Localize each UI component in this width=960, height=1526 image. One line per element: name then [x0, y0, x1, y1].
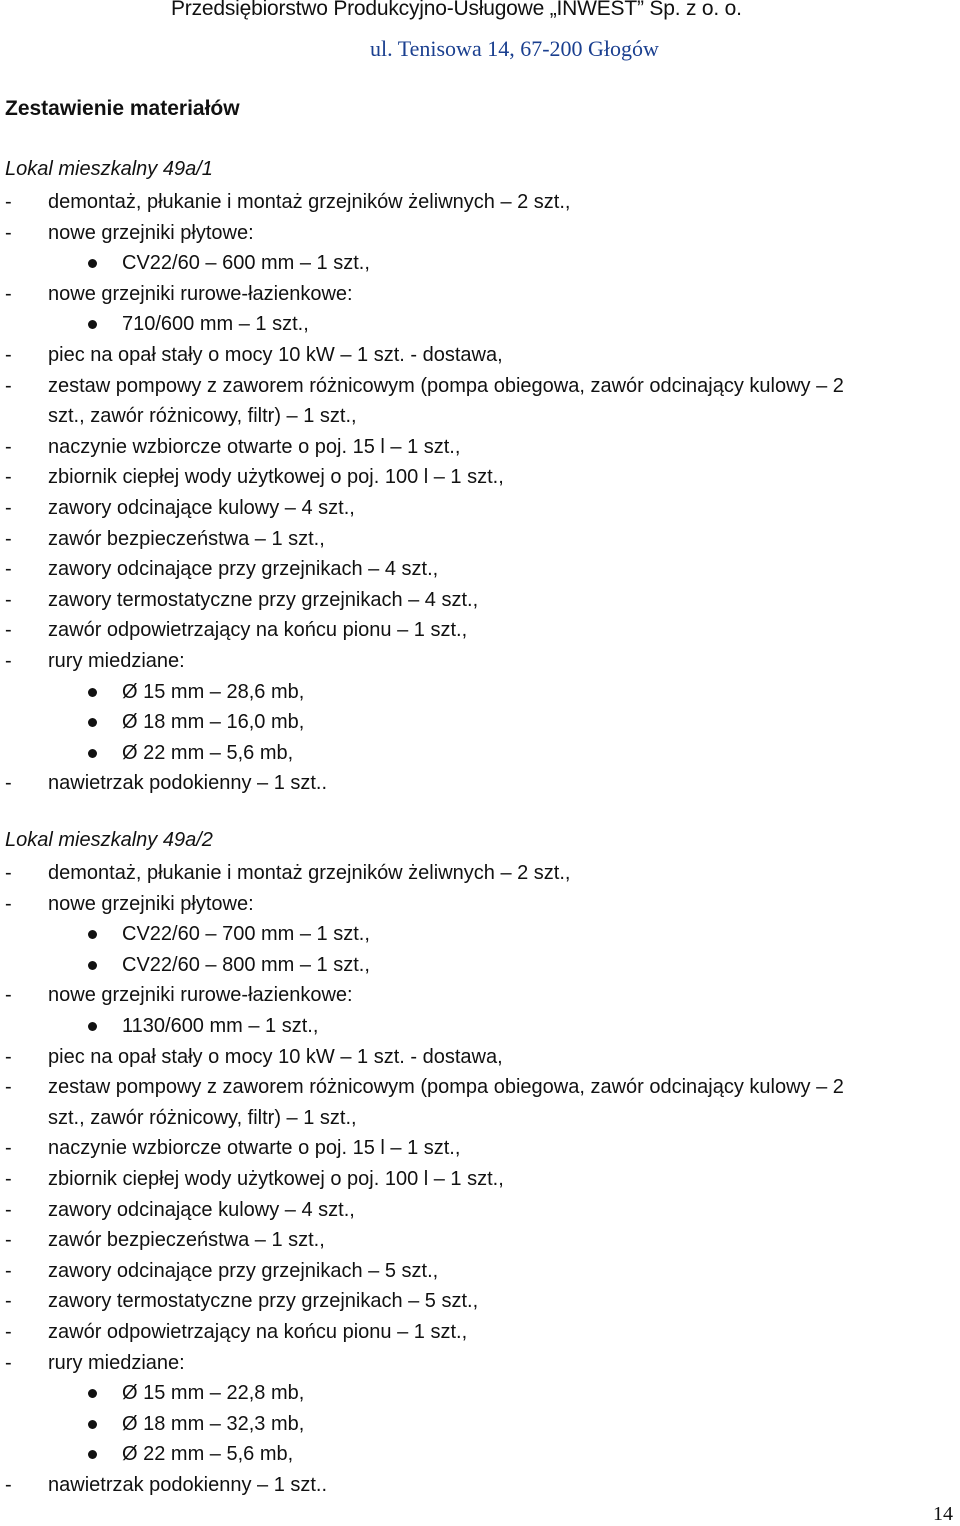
bullet-icon [88, 749, 97, 758]
list-item [0, 588, 960, 618]
dash-marker: - [5, 772, 12, 795]
list-item [0, 435, 960, 465]
dash-marker: - [5, 1259, 12, 1282]
dash-marker: - [5, 374, 12, 397]
dash-marker: - [5, 1076, 12, 1099]
bullet-icon [88, 961, 97, 970]
list-item-text: zawory odcinające przy grzejnikach – 5 szt., [48, 1259, 439, 1282]
list-item [0, 1167, 960, 1197]
list-item-text: demontaż, płukanie i montaż grzejników żeliwnych – 2 szt., [48, 862, 571, 884]
dash-marker: - [5, 191, 12, 213]
list-item [0, 1106, 960, 1136]
list-item [0, 892, 960, 922]
dash-marker: - [5, 1474, 12, 1496]
list-item-text: zbiornik ciepłej wody użytkowej o poj. 100 l – 1 szt., [48, 466, 504, 489]
list-item [0, 1289, 960, 1319]
list-item [0, 618, 960, 648]
list-item-text: nawietrzak podokienny – 1 szt.. [48, 1474, 328, 1496]
list-item-text: Ø 15 mm – 28,6 mb, [122, 680, 305, 703]
dash-marker: - [5, 862, 12, 884]
list-item-text: zawór bezpieczeństwa – 1 szt., [48, 1229, 325, 1252]
dash-marker: - [5, 1045, 12, 1068]
list-item [0, 680, 960, 710]
list-item [0, 1014, 960, 1044]
list-item-text: zestaw pompowy z zaworem różnicowym (pompa obiegowa, zawór odcinający kulowy – 2 [48, 374, 844, 397]
list-item-text: Ø 15 mm – 22,8 mb, [122, 1382, 305, 1405]
dash-marker: - [5, 497, 12, 519]
list-item [0, 1473, 960, 1503]
unit-title: Lokal mieszkalny 49a/2 [5, 829, 213, 851]
list-item [0, 953, 960, 983]
list-item [0, 374, 960, 404]
list-item-text: nawietrzak podokienny – 1 szt.. [48, 772, 328, 795]
dash-marker: - [5, 558, 12, 581]
list-item-text: zawory termostatyczne przy grzejnikach – 4 szt., [48, 588, 479, 611]
list-item-text: nowe grzejniki płytowe: [48, 221, 254, 244]
list-item-text: zawór odpowietrzający na końcu pionu – 1 szt., [48, 1321, 468, 1343]
dash-marker: - [5, 1198, 12, 1221]
list-item-text: naczynie wzbiorcze otwarte o poj. 15 l – 1 szt., [48, 435, 461, 458]
dash-marker: - [5, 1137, 12, 1160]
list-item-text: CV22/60 – 600 mm – 1 szt., [122, 252, 370, 275]
list-item [0, 557, 960, 587]
list-item-text: rury miedziane: [48, 1351, 185, 1374]
bullet-icon [88, 259, 97, 268]
list-item-text: zawór odpowietrzający na końcu pionu – 1 szt., [48, 619, 468, 642]
list-item-text: Ø 18 mm – 32,3 mb, [122, 1412, 305, 1435]
dash-marker: - [5, 1290, 12, 1313]
list-item [0, 251, 960, 281]
list-item-text: 710/600 mm – 1 szt., [122, 313, 309, 336]
list-item [0, 649, 960, 679]
list-item-text: zbiornik ciepłej wody użytkowej o poj. 100 l – 1 szt., [48, 1168, 504, 1190]
list-item [0, 221, 960, 251]
list-item [0, 710, 960, 740]
bullet-icon [88, 930, 97, 939]
dash-marker: - [5, 466, 12, 489]
list-item-text: szt., zawór różnicowy, filtr) – 1 szt., [48, 1106, 357, 1129]
bullet-icon [88, 1450, 97, 1459]
company-name: Przedsiębiorstwo Produkcyjno-Usługowe „INWEST” Sp. z o. o. [171, 0, 742, 20]
dash-marker: - [5, 221, 12, 244]
list-item-text: 1130/600 mm – 1 szt., [122, 1015, 319, 1037]
list-item [0, 282, 960, 312]
list-item [0, 1320, 960, 1350]
bullet-icon [88, 1389, 97, 1398]
dash-marker: - [5, 527, 12, 550]
dash-marker: - [5, 1351, 12, 1374]
list-item-text: naczynie wzbiorcze otwarte o poj. 15 l – 1 szt., [48, 1137, 461, 1160]
list-item-text: zawory termostatyczne przy grzejnikach – 5 szt., [48, 1290, 479, 1313]
list-item-text: piec na opał stały o mocy 10 kW – 1 szt. - dostawa, [48, 1045, 503, 1068]
list-item [0, 771, 960, 801]
list-item [0, 465, 960, 495]
list-item-text: Ø 22 mm – 5,6 mb, [122, 741, 294, 764]
dash-marker: - [5, 984, 12, 1007]
list-item-text: zawory odcinające kulowy – 4 szt., [48, 497, 355, 519]
list-item-text: zawór bezpieczeństwa – 1 szt., [48, 527, 325, 550]
list-item [0, 190, 960, 220]
company-address: ul. Tenisowa 14, 67-200 Głogów [370, 36, 659, 61]
page-number: 14 [933, 1503, 953, 1525]
list-item [0, 983, 960, 1013]
dash-marker: - [5, 892, 12, 915]
list-item [0, 527, 960, 557]
list-item-text: CV22/60 – 700 mm – 1 szt., [122, 923, 370, 946]
bullet-icon [88, 688, 97, 697]
list-item-text: piec na opał stały o mocy 10 kW – 1 szt. - dostawa, [48, 344, 503, 366]
list-item-text: zawory odcinające kulowy – 4 szt., [48, 1198, 355, 1221]
list-item [0, 343, 960, 373]
dash-marker: - [5, 1321, 12, 1343]
list-item [0, 1442, 960, 1472]
list-item [0, 312, 960, 342]
list-item-text: zestaw pompowy z zaworem różnicowym (pompa obiegowa, zawór odcinający kulowy – 2 [48, 1076, 844, 1099]
list-item-text: Ø 22 mm – 5,6 mb, [122, 1443, 294, 1466]
list-item-text: nowe grzejniki płytowe: [48, 892, 254, 915]
dash-marker: - [5, 1168, 12, 1190]
list-item [0, 922, 960, 952]
bullet-icon [88, 718, 97, 727]
list-item [0, 861, 960, 891]
unit-title: Lokal mieszkalny 49a/1 [5, 158, 213, 180]
list-item-text: nowe grzejniki rurowe-łazienkowe: [48, 984, 353, 1007]
dash-marker: - [5, 619, 12, 642]
list-item [0, 1228, 960, 1258]
list-item [0, 1412, 960, 1442]
list-item [0, 1136, 960, 1166]
list-item [0, 1198, 960, 1228]
list-item-text: rury miedziane: [48, 650, 185, 672]
bullet-icon [88, 1420, 97, 1429]
list-item [0, 496, 960, 526]
list-item-text: CV22/60 – 800 mm – 1 szt., [122, 953, 370, 976]
list-item [0, 1259, 960, 1289]
list-item [0, 741, 960, 771]
page-header [0, 0, 960, 66]
dash-marker: - [5, 588, 12, 611]
list-item-text: demontaż, płukanie i montaż grzejników żeliwnych – 2 szt., [48, 191, 571, 213]
list-item-text: Ø 18 mm – 16,0 mb, [122, 711, 305, 734]
list-item-text: nowe grzejniki rurowe-łazienkowe: [48, 282, 353, 305]
list-item [0, 1045, 960, 1075]
dash-marker: - [5, 344, 12, 366]
dash-marker: - [5, 1229, 12, 1252]
list-item [0, 1075, 960, 1105]
bullet-icon [88, 1022, 97, 1031]
list-item [0, 1381, 960, 1411]
list-item [0, 1351, 960, 1381]
dash-marker: - [5, 435, 12, 458]
document-title: Zestawienie materiałów [5, 97, 240, 120]
bullet-icon [88, 320, 97, 329]
list-item-text: zawory odcinające przy grzejnikach – 4 szt., [48, 558, 439, 581]
list-item [0, 404, 960, 434]
dash-marker: - [5, 650, 12, 672]
dash-marker: - [5, 282, 12, 305]
list-item-text: szt., zawór różnicowy, filtr) – 1 szt., [48, 405, 357, 428]
